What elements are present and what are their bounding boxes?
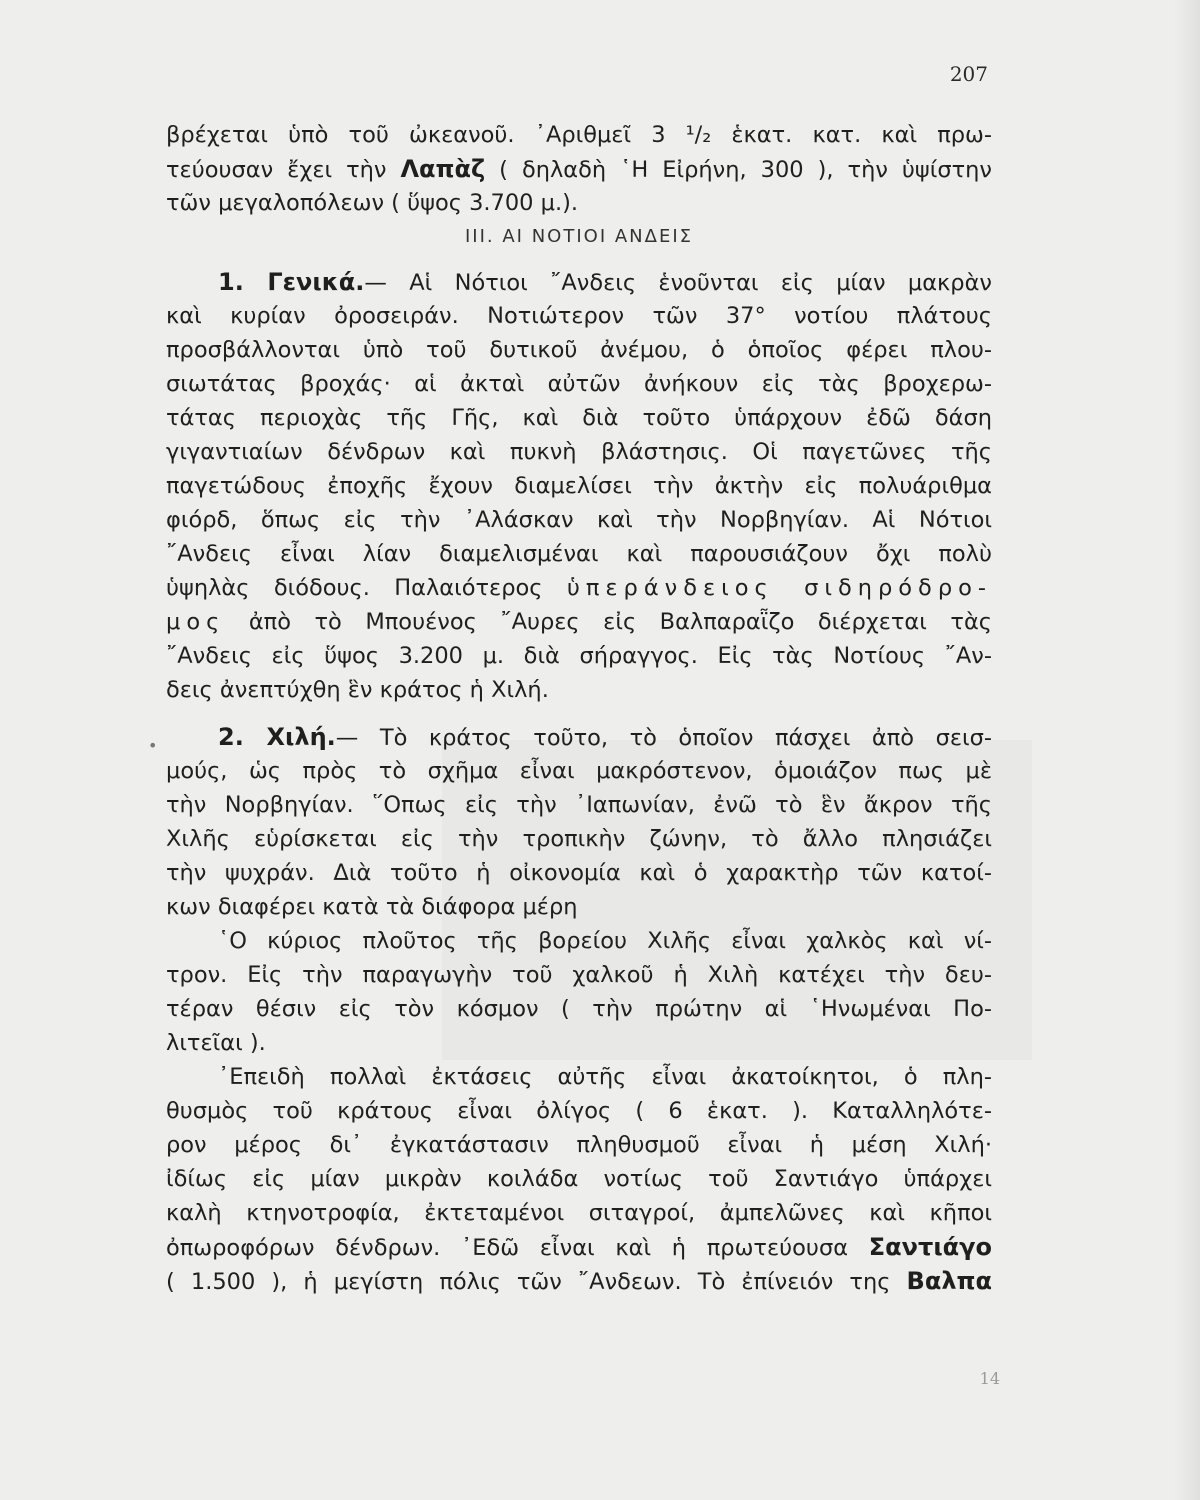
- text-line: 2. Χιλή.— Τὸ κράτος τοῦτο, τὸ ὁποῖον πάσχει ἀπὸ σεισ-: [218, 723, 992, 751]
- text-line: κων διαφέρει κατὰ τὰ διάφορα μέρη: [166, 894, 578, 920]
- text-line: ὑψηλὰς διόδους. Παλαιότερος ὑπεράνδειος σιδηρόδρο-: [166, 575, 992, 601]
- text-line: ( 1.500 ), ἡ μεγίστη πόλις τῶν ῎Ανδεων. Τὸ ἐπίνειόν της Βαλπα: [166, 1267, 992, 1295]
- body-text: [166, 118, 992, 1298]
- text-line: τάτας περιοχὰς τῆς Γῆς, καὶ διὰ τοῦτο ὑπάρχουν ἐδῶ δάση: [166, 405, 992, 431]
- signature-mark: 14: [979, 1369, 1000, 1388]
- text-line: μούς, ὡς πρὸς τὸ σχῆμα εἶναι μακρόστενον, ὁμοιάζον πως μὲ: [166, 758, 992, 784]
- margin-dot: •: [148, 736, 158, 755]
- subsection-title: 1. Γενικά.: [218, 268, 365, 296]
- text-line: δεις ἀνεπτύχθη ἓν κράτος ἡ Χιλή.: [166, 677, 549, 703]
- spaced-term: μος: [166, 609, 226, 635]
- text-line: γιγαντιαίων δένδρων καὶ πυκνὴ βλάστησις. Οἱ παγετῶνες τῆς: [166, 439, 992, 465]
- text-line: τρον. Εἰς τὴν παραγωγὴν τοῦ χαλκοῦ ἡ Χιλὴ κατέχει τὴν δευ-: [166, 962, 992, 988]
- scan-edge-shadow: [1174, 0, 1200, 1500]
- text-line: παγετώδους ἐποχῆς ἔχουν διαμελίσει τὴν ἀκτὴν εἰς πολυάριθμα: [166, 473, 992, 499]
- text-line: σιωτάτας βροχάς· αἱ ἀκταὶ αὐτῶν ἀνήκουν εἰς τὰς βροχερω-: [166, 371, 992, 397]
- text-line: τέραν θέσιν εἰς τὸν κόσμον ( τὴν πρώτην αἱ ῾Ηνωμέναι Πο-: [166, 996, 992, 1022]
- text-line: τὴν ψυχράν. Διὰ τοῦτο ἡ οἰκονομία καὶ ὁ χαρακτὴρ τῶν κατοί-: [166, 860, 992, 886]
- text-line: φιόρδ, ὅπως εἰς τὴν ᾿Αλάσκαν καὶ τὴν Νορβηγίαν. Αἱ Νότιοι: [166, 507, 992, 533]
- text-line: ρον μέρος δι᾿ ἐγκατάστασιν πληθυσμοῦ εἶναι ἡ μέση Χιλή·: [166, 1132, 992, 1158]
- bold-term: Βαλπα: [906, 1267, 992, 1295]
- text-line: προσβάλλονται ὑπὸ τοῦ δυτικοῦ ἀνέμου, ὁ ὁποῖος φέρει πλου-: [166, 337, 992, 363]
- text-line: τεύουσαν ἔχει τὴν Λαπὰζ ( δηλαδὴ ῾Η Εἰρήνη, 300 ), τὴν ὑψίστην: [166, 155, 993, 183]
- spaced-term: ὑπεράνδειος σιδηρόδρο-: [566, 575, 992, 601]
- subsection-title: 2. Χιλή.: [218, 723, 336, 751]
- text-line: Χιλῆς εὑρίσκεται εἰς τὴν τροπικὴν ζώνην, τὸ ἄλλο πλησιάζει: [166, 826, 992, 852]
- bold-term: Λαπὰζ: [400, 155, 486, 183]
- text-line: καλὴ κτηνοτροφία, ἐκτεταμένοι σιταγροί, ἀμπελῶνες καὶ κῆποι: [166, 1200, 992, 1226]
- text-line: ῎Ανδεις εἰς ὕψος 3.200 μ. διὰ σήραγγος. Εἰς τὰς Νοτίους ῎Αν-: [166, 643, 992, 669]
- text-line: καὶ κυρίαν ὀροσειράν. Νοτιώτερον τῶν 37° νοτίου πλάτους: [166, 303, 992, 329]
- bold-term: Σαντιάγο: [868, 1233, 992, 1261]
- text-line: ῎Ανδεις εἶναι λίαν διαμελισμέναι καὶ παρουσιάζουν ὄχι πολὺ: [166, 541, 992, 567]
- section-heading: ΙΙΙ. ΑΙ ΝΟΤΙΟΙ ΑΝΔΕΙΣ: [465, 226, 693, 247]
- text-line: τῶν μεγαλοπόλεων ( ὕψος 3.700 μ.).: [166, 190, 579, 216]
- text-line: ῾Ο κύριος πλοῦτος τῆς βορείου Χιλῆς εἶναι χαλκὸς καὶ νί-: [218, 928, 992, 954]
- text-line: μος ἀπὸ τὸ Μπουένος ῎Αυρες εἰς Βαλπαραῗζο διέρχεται τὰς: [166, 609, 992, 635]
- text-line: ὀπωροφόρων δένδρων. ᾿Εδῶ εἶναι καὶ ἡ πρωτεύουσα Σαντιάγο: [166, 1233, 992, 1261]
- text-line: 1. Γενικά.— Αἱ Νότιοι ῎Ανδεις ἑνοῦνται εἰς μίαν μακρὰν: [218, 268, 992, 296]
- text-line: βρέχεται ὑπὸ τοῦ ὠκεανοῦ. ᾿Αριθμεῖ 3 ¹/₂ ἑκατ. κατ. καὶ πρω-: [166, 122, 992, 148]
- text-line: θυσμὸς τοῦ κράτους εἶναι ὀλίγος ( 6 ἑκατ. ). Καταλληλότε-: [166, 1098, 992, 1124]
- text-line: τὴν Νορβηγίαν. ῞Οπως εἰς τὴν ᾿Ιαπωνίαν, ἐνῶ τὸ ἓν ἄκρον τῆς: [166, 792, 992, 818]
- page-number: 207: [949, 62, 988, 86]
- text-line: ἰδίως εἰς μίαν μικρὰν κοιλάδα νοτίως τοῦ Σαντιάγο ὑπάρχει: [166, 1166, 992, 1192]
- text-line: ᾿Επειδὴ πολλαὶ ἐκτάσεις αὐτῆς εἶναι ἀκατοίκητοι, ὁ πλη-: [218, 1064, 992, 1090]
- text-line: λιτεῖαι ).: [166, 1030, 266, 1056]
